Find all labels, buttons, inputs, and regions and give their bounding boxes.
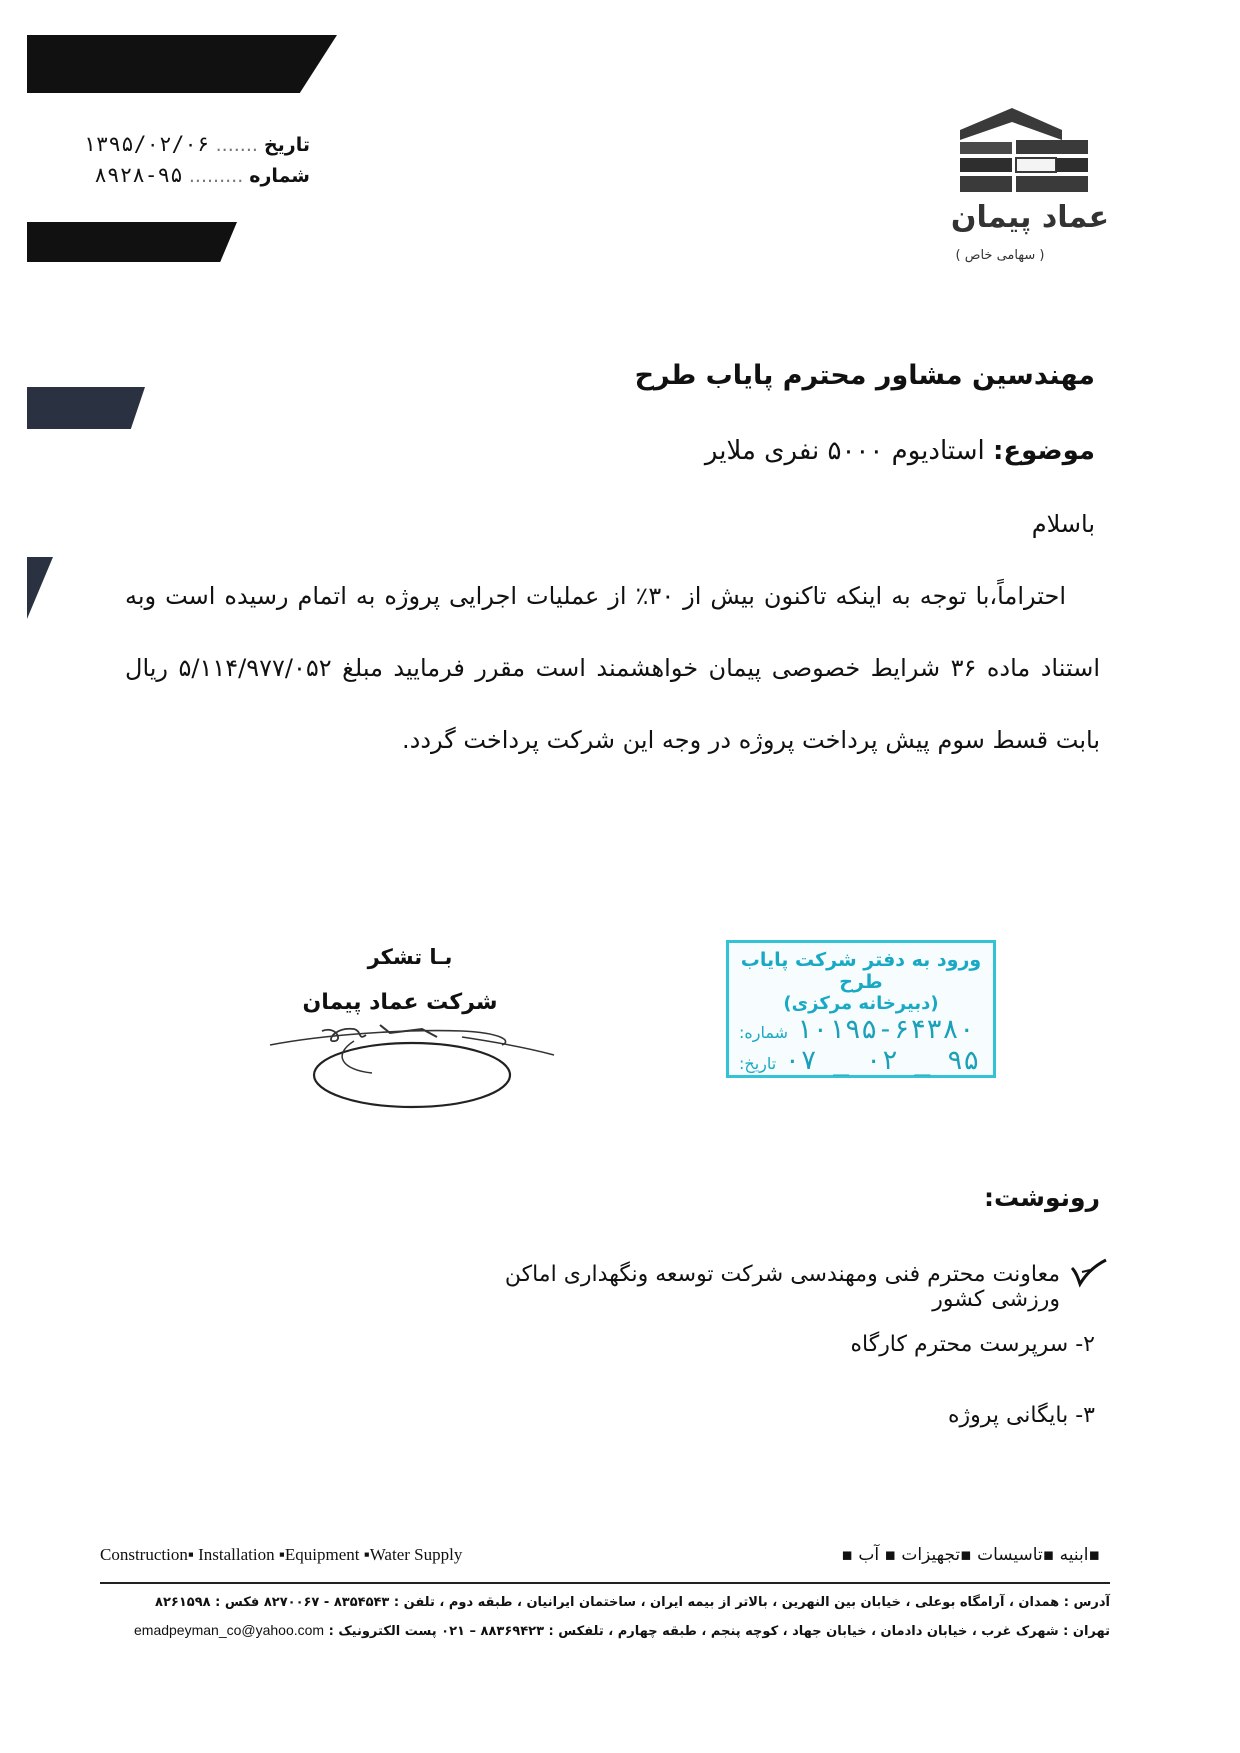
letter-number: شماره ......... ۹۵-۸۹۲۸ [94,163,310,187]
cc-item-2: ۲- سرپرست محترم کارگاه [850,1332,1095,1357]
footer-address-2 [100,1622,1110,1639]
stamp-number-row [739,1014,983,1045]
cc-title: رونوشت: [983,1183,1100,1212]
cc-item-1: معاونت محترم فنی ومهندسی شرکت توسعه ونگهداری اماکن ورزشی کشور [504,1262,1060,1312]
footer-divider [100,1582,1110,1584]
number-label: شماره [249,165,310,187]
stamp-date-label: تاریخ: [739,1054,777,1073]
letter-body: احتراماً،با توجه به اینکه تاکنون بیش از ۳۰٪ از عملیات اجرایی پروژه به اتمام رسیده است وبه استناد ماده ۳۶ شرایط خصوصی پیمان خواهشمند است مقرر فرمایید مبلغ ۵/۱۱۴/۹۷۷/۰۵۲ ریال بابت قسط سوم پیش پرداخت پروژه در وجه این شرکت پرداخت گردد. [125,582,1100,754]
stamp-title: ورود به دفتر شرکت پایاب طرح [740,949,982,993]
signature-company: شرکت عماد پیمان [302,990,498,1015]
subject-label: موضوع: [993,436,1095,466]
stamp-number-label: شماره: [739,1023,789,1042]
redaction-bar-top [27,35,337,93]
stamp-date-value: ۹۵ _ ۰۲ _ ۰۷ [784,1045,980,1076]
greeting: باسلام [1031,510,1095,538]
company-type: ( سهامی خاص ) [955,248,1045,263]
footer-services-fa: ▪ابنیه ▪تاسیسات ▪تجهیزات ▪ آب ▪ [841,1545,1100,1565]
footer-services-en: Construction▪ Installation ▪Equipment ▪Water Supply [100,1545,463,1564]
recipient: مهندسین مشاور محترم پایاب طرح [634,360,1095,391]
signature-closing: بـا تشکر [367,945,453,969]
cc-item-3: ۳- بایگانی پروژه [947,1403,1095,1428]
stamp-number-value: ۱۰۱۹۵-۶۴۳۸۰ [796,1014,975,1045]
redaction-bar-left-1 [27,387,145,429]
logo-mark-icon [952,100,1112,200]
company-name: عماد پیمان [950,200,1110,235]
stamp-subtitle: (دبیرخانه مرکزی) [783,993,939,1014]
date-value: ۱۳۹۵/۰۲/۰۶ [83,132,210,156]
subject [600,436,1095,466]
letter-date: تاریخ ....... ۱۳۹۵/۰۲/۰۶ [83,132,310,156]
number-value: ۹۵-۸۹۲۸ [94,163,183,187]
subject-text: استادیوم ۵۰۰۰ نفری ملایر [704,436,985,466]
reception-stamp [726,940,996,1078]
stamp-date-row [739,1045,983,1076]
checkmark-icon [1068,1258,1108,1288]
footer-address-text: تهران : شهرک غرب ، خیابان دادمان ، خیابان جهاد ، کوچه پنجم ، طبقه چهارم ، تلفکس : ۸۸۳۶۹۴۲۳ – ۰۲۱ پست الکترونیک : [328,1624,1110,1639]
footer-address-1: آدرس : همدان ، آرامگاه بوعلی ، خیابان بین النهرین ، بالاتر از بیمه ایران ، ساختمان ایرانیان ، طبقه دوم ، تلفن : ۸۳۵۴۵۴۳ - ۸۲۷۰۰۶۷ فکس : ۸۲۶۱۵۹۸ [155,1595,1110,1610]
redaction-bar-middle [27,222,237,262]
company-logo [952,100,1112,200]
redaction-bar-left-2 [27,557,53,619]
handwritten-signature [262,1015,572,1115]
date-label: تاریخ [263,134,310,156]
footer-email: emadpeyman_co@yahoo.com [134,1622,325,1638]
